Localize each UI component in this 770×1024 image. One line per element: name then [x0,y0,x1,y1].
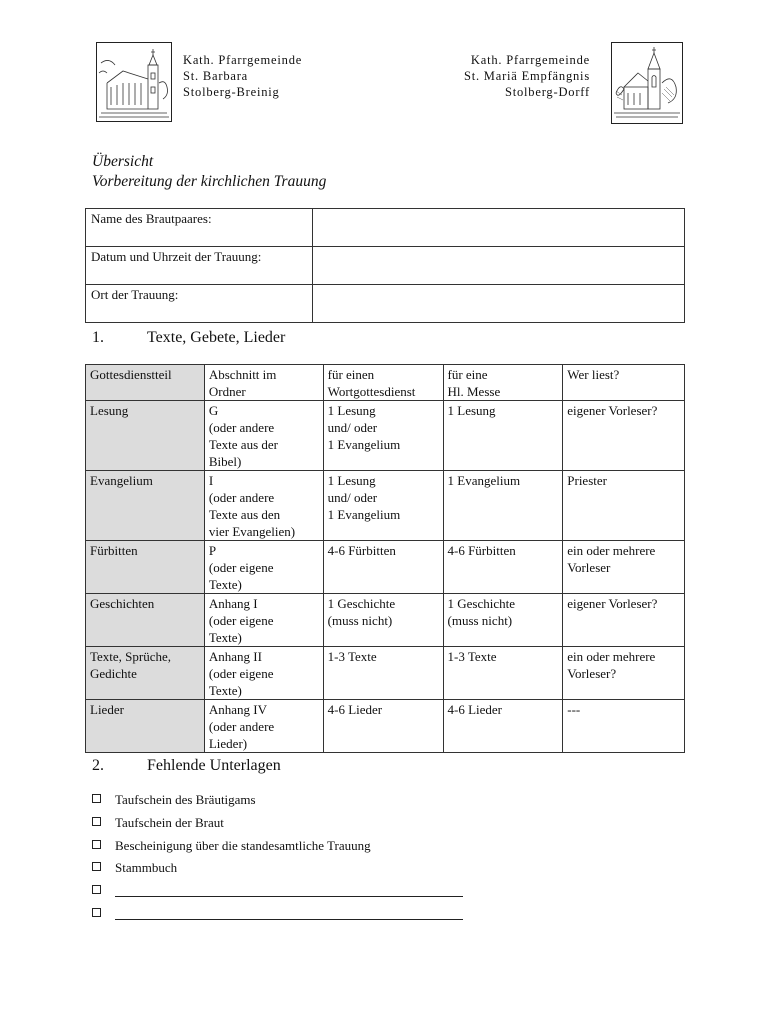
checkbox-icon[interactable] [92,794,101,803]
section-2-heading [92,757,281,775]
checkbox-icon[interactable] [92,908,101,917]
info-row [86,209,685,247]
info-row [86,247,685,285]
couple-name-field[interactable] [313,209,685,247]
section-1-heading [92,329,286,347]
right-parish-line: Stolberg-Dorff [504,85,590,99]
service-parts-table [85,364,685,753]
table-cell: 4-6 Lieder [323,700,443,753]
blank-entry-line[interactable] [115,884,463,897]
table-cell: 1 Lesung [443,401,563,471]
table-cell: --- [563,700,685,753]
checklist-label: Bescheinigung über die standesamtliche Trauung [115,838,371,853]
wedding-location-field[interactable] [313,285,685,323]
table-cell: Anhang I (oder eigene Texte) [204,594,323,647]
column-header: für eine Hl. Messe [443,365,563,401]
table-cell: Priester [563,471,685,541]
checkbox-icon[interactable] [92,862,101,871]
table-cell: 1 Evangelium [443,471,563,541]
right-parish-line: St. Mariä Empfängnis [463,69,590,83]
column-header: Wer liest? [563,365,685,401]
checklist-label: Taufschein des Bräutigams [115,792,256,807]
table-cell: 1 Lesung und/ oder 1 Evangelium [323,401,443,471]
table-row [86,594,685,647]
info-label: Datum und Uhrzeit der Trauung: [86,247,313,285]
checkbox-icon[interactable] [92,885,101,894]
church-sketch-icon [97,43,171,121]
table-header-row [86,365,685,401]
table-row [86,541,685,594]
column-header: Gottesdienstteil [86,365,205,401]
checklist-label: Stammbuch [115,860,178,875]
table-cell: eigener Vorleser? [563,401,685,471]
section-title: Texte, Gebete, Lieder [147,329,286,346]
info-row [86,285,685,323]
couple-info-table [85,208,685,323]
column-header: für einen Wortgottesdienst [323,365,443,401]
info-label: Name des Brautpaares: [86,209,313,247]
row-header-cell: Fürbitten [86,541,205,594]
table-cell: 1-3 Texte [323,647,443,700]
table-cell: 4-6 Lieder [443,700,563,753]
table-cell: 1 Geschichte (muss nicht) [443,594,563,647]
section-number: 2. [92,757,104,774]
row-header-cell: Geschichten [86,594,205,647]
row-header-cell: Lieder [86,700,205,753]
table-cell: P (oder eigene Texte) [204,541,323,594]
table-cell: ein oder mehrere Vorleser [563,541,685,594]
table-row [86,401,685,471]
table-cell: 1-3 Texte [443,647,563,700]
checkbox-icon[interactable] [92,817,101,826]
left-parish-address [183,52,302,100]
page-title [92,152,326,192]
table-cell: ein oder mehrere Vorleser? [563,647,685,700]
table-row [86,647,685,700]
table-cell: I (oder andere Texte aus den vier Evangelien) [204,471,323,541]
title-line-1: Übersicht [92,153,154,170]
info-label: Ort der Trauung: [86,285,313,323]
right-church-logo [611,42,683,124]
title-line-2: Vorbereitung der kirchlichen Trauung [92,173,327,190]
left-church-logo [96,42,172,122]
church-sketch-icon [612,43,682,123]
section-number: 1. [92,329,104,346]
table-cell: eigener Vorleser? [563,594,685,647]
right-parish-address [464,52,590,100]
table-row [86,471,685,541]
checklist-item [92,813,224,833]
left-parish-line: Kath. Pfarrgemeinde [183,53,303,67]
table-cell: Anhang II (oder eigene Texte) [204,647,323,700]
checklist-item [92,858,177,878]
checklist-label: Taufschein der Braut [115,815,224,830]
wedding-datetime-field[interactable] [313,247,685,285]
checkbox-icon[interactable] [92,840,101,849]
left-parish-line: St. Barbara [183,69,249,83]
column-header: Abschnitt im Ordner [204,365,323,401]
checklist-item [92,904,463,924]
table-cell: 1 Geschichte (muss nicht) [323,594,443,647]
checklist-item [92,836,371,856]
table-row [86,700,685,753]
row-header-cell: Evangelium [86,471,205,541]
table-cell: G (oder andere Texte aus der Bibel) [204,401,323,471]
right-parish-line: Kath. Pfarrgemeinde [470,53,590,67]
table-cell: 1 Lesung und/ oder 1 Evangelium [323,471,443,541]
section-title: Fehlende Unterlagen [147,757,281,774]
table-cell: Anhang IV (oder andere Lieder) [204,700,323,753]
checklist-item [92,881,463,901]
left-parish-line: Stolberg-Breinig [183,85,280,99]
table-cell: 4-6 Fürbitten [323,541,443,594]
blank-entry-line[interactable] [115,907,463,920]
row-header-cell: Lesung [86,401,205,471]
row-header-cell: Texte, Sprüche, Gedichte [86,647,205,700]
checklist-item [92,790,256,810]
table-cell: 4-6 Fürbitten [443,541,563,594]
